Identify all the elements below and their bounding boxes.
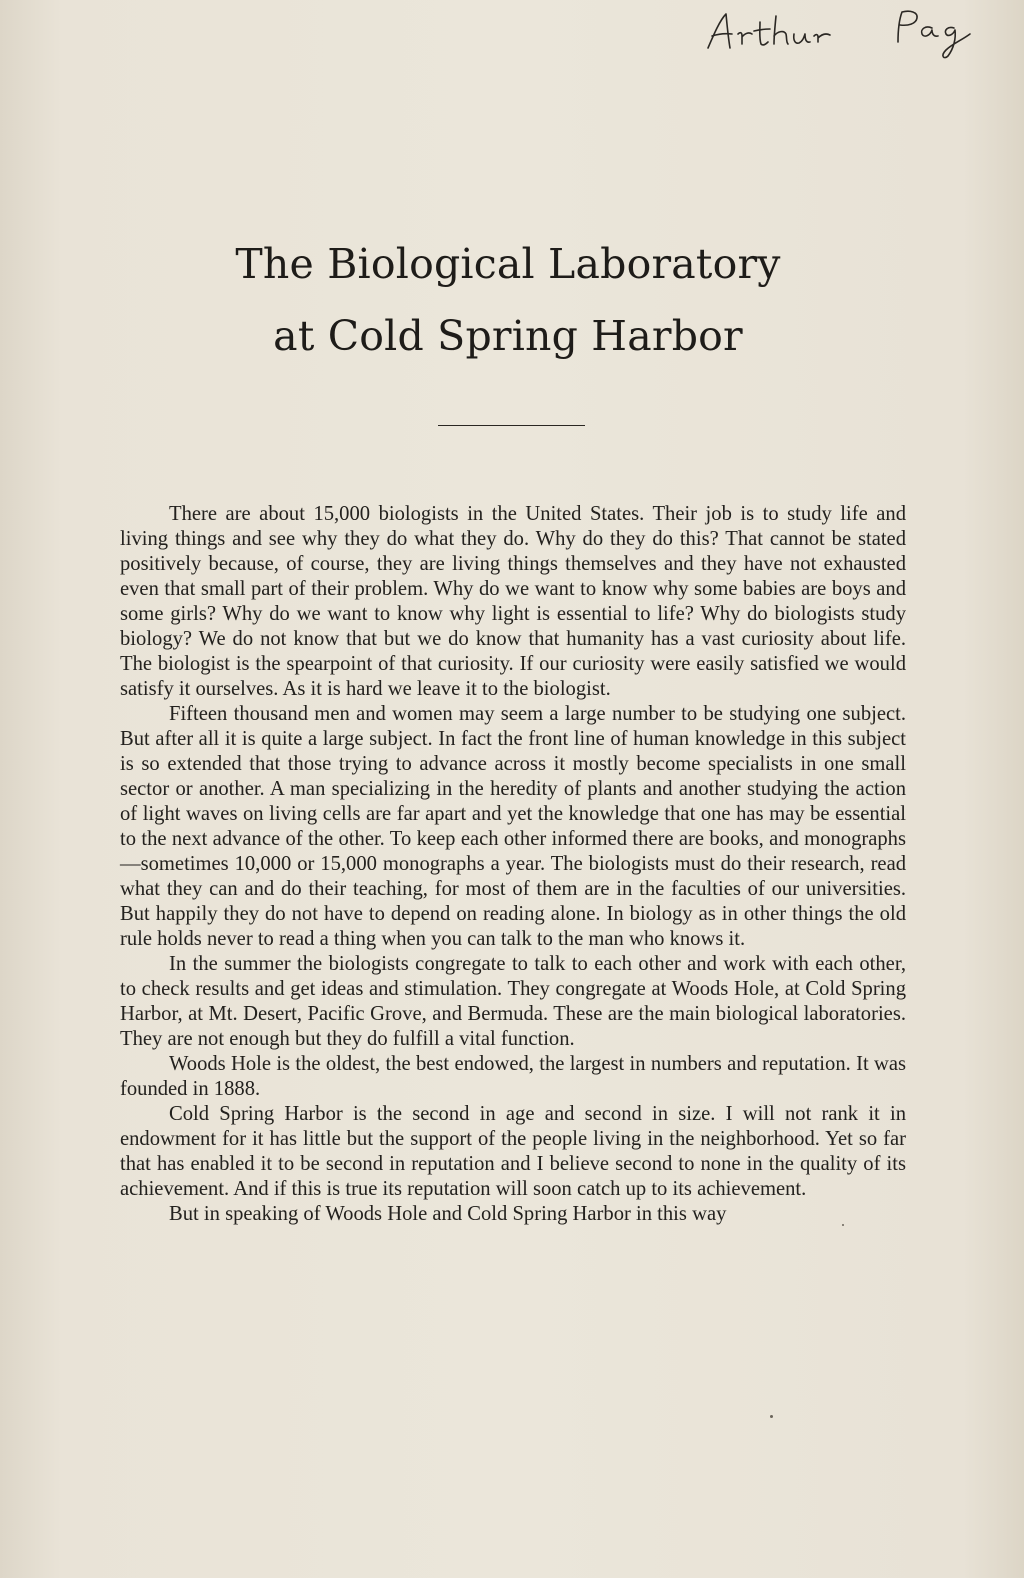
document-title-line-2: at Cold Spring Harbor [273, 312, 743, 360]
signature-icon [700, 4, 990, 64]
paragraph-2: Fifteen thousand men and women may seem a large number to be studying one subject. But after all it is quite a large subject. In fact the front line of human knowledge in this subject is so extended that those trying to advance across it mostly become specialists in one small sector or another. A man specializing in the heredity of plants and another studying the action of light waves on living cells are far apart and yet the knowledge that one has may be essential to the next advance of the other. To keep each other informed there are books, and monographs—sometimes 10,000 or 15,000 monographs a year. The biologists must do their research, read what they can and do their teaching, for most of them are in the faculties of our universities. But happily they do not have to depend on reading alone. In biology as in other things the old rule holds never to read a thing when you can talk to the man who knows it. [120, 703, 906, 950]
paper-speck [770, 1415, 773, 1418]
paper-speck [842, 1224, 844, 1226]
document-title-line-1: The Biological Laboratory [235, 240, 781, 288]
article-body [120, 502, 906, 1227]
handwritten-signature [700, 4, 990, 64]
paragraph-6: But in speaking of Woods Hole and Cold Spring Harbor in this way [169, 1203, 727, 1225]
paragraph-4: Woods Hole is the oldest, the best endowed, the largest in numbers and reputation. It was founded in 1888. [120, 1053, 906, 1100]
paragraph-3: In the summer the biologists congregate to talk to each other and work with each other, to check results and get ideas and stimulation. They congregate at Woods Hole, at Cold Spring Harbor, at Mt. Desert, Pacific Grove, and Bermuda. These are the main biological laboratories. They are not enough but they do fulfill a vital function. [120, 953, 906, 1050]
title-divider [438, 425, 585, 426]
paragraph-5: Cold Spring Harbor is the second in age and second in size. I will not rank it in endowment for it has little but the support of the people living in the neighborhood. Yet so far that has enabled it to be second in reputation and I believe second to none in the quality of its achievement. And if this is true its reputation will soon catch up to its achievement. [120, 1103, 906, 1200]
paragraph-1: There are about 15,000 biologists in the United States. Their job is to study life and living things and see why they do what they do. Why do they do this? That cannot be stated positively because, of course, they are living things themselves and they have not exhausted even that small part of their problem. Why do we want to know why some babies are boys and some girls? Why do we want to know why light is essential to life? Why do biologists study biology? We do not know that but we do know that humanity has a vast curiosity about life. The biologist is the spearpoint of that curiosity. If our curiosity were easily satisfied we would satisfy it ourselves. As it is hard we leave it to the biologist. [120, 503, 906, 700]
